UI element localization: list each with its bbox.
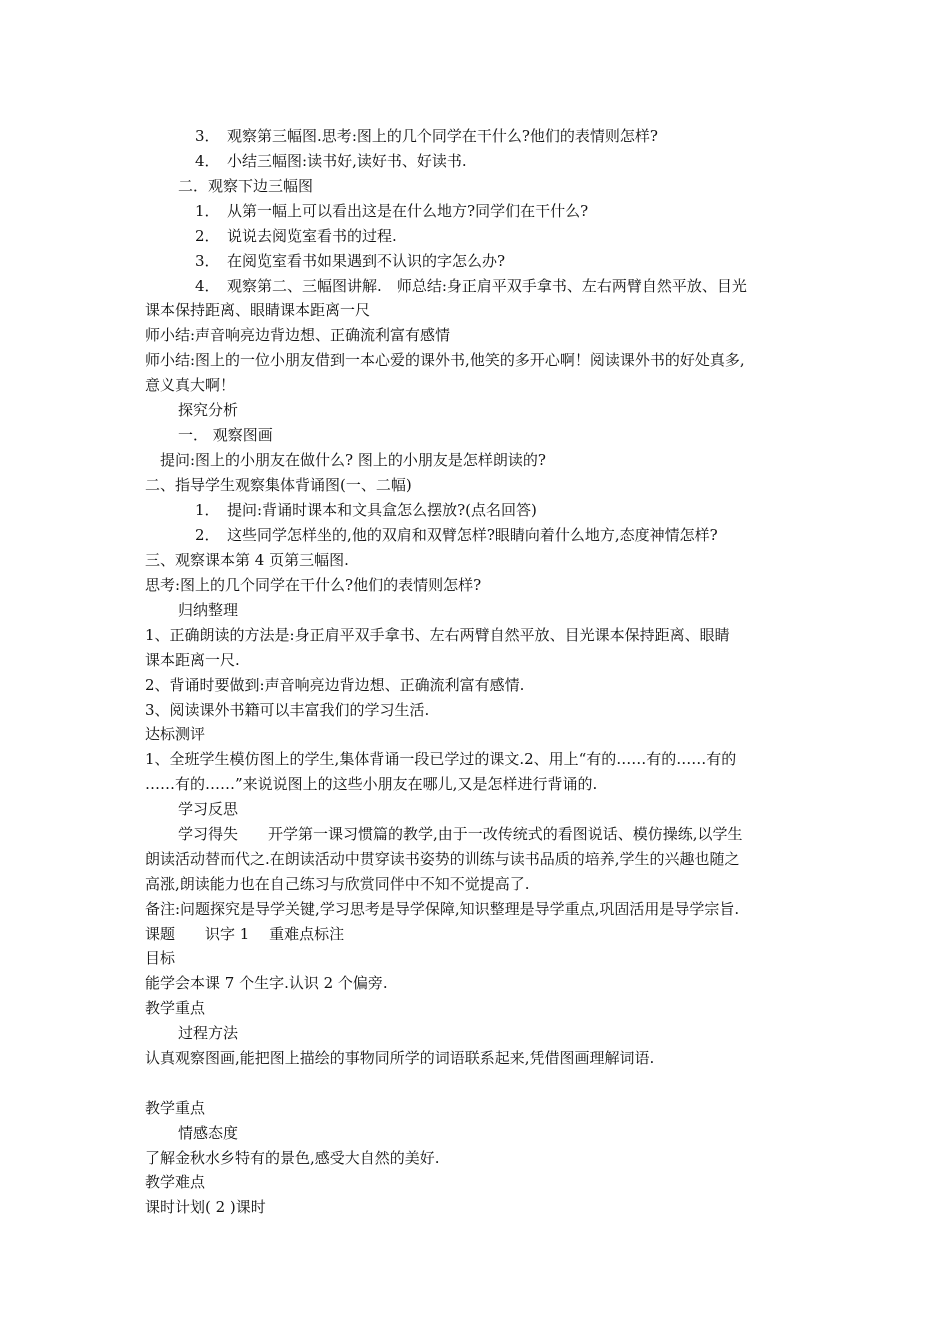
section-heading: 目标	[145, 949, 176, 967]
text-line: 课本保持距离、眼睛课本距离一尺	[145, 301, 371, 319]
text-line: 学习得失 开学第一课习惯篇的教学,由于一改传统式的看图说话、模仿操练,以学生	[178, 825, 743, 843]
text-line: 高涨,朗读能力也在自己练习与欣赏同伴中不知不觉提高了.	[145, 875, 530, 893]
section-heading: 情感态度	[178, 1124, 239, 1142]
text-line: 意义真大啊！	[145, 376, 236, 394]
text-line: 2、背诵时要做到:声音响亮边背边想、正确流利富有感情.	[145, 676, 525, 694]
text-line: 课时计划( 2 )课时	[145, 1198, 266, 1216]
text-line: 1、全班学生模仿图上的学生,集体背诵一段已学过的课文.2、用上“有的……有的……有的	[145, 750, 737, 768]
section-heading: 二、指导学生观察集体背诵图(一、二幅)	[145, 476, 412, 494]
text-line: 师小结:声音响亮边背边想、正确流利富有感情	[145, 326, 451, 344]
text-line: 1、正确朗读的方法是:身正肩平双手拿书、左右两臂自然平放、目光课本保持距离、眼睛	[145, 626, 730, 644]
text-line: ……有的……”来说说图上的这些小朋友在哪儿,又是怎样进行背诵的.	[145, 775, 598, 793]
lesson-title-line: 课题 识字 1 重难点标注	[145, 925, 345, 943]
text-line: 师小结:图上的一位小朋友借到一本心爱的课外书,他笑的多开心啊！阅读课外书的好处真多,	[145, 351, 745, 369]
section-heading: 教学重点	[145, 1099, 206, 1117]
section-heading: 教学重点	[145, 999, 206, 1017]
section-heading: 三、观察课本第 4 页第三幅图.	[145, 551, 349, 569]
text-line: 思考:图上的几个同学在干什么?他们的表情则怎样?	[145, 576, 482, 594]
text-line: 提问:图上的小朋友在做什么? 图上的小朋友是怎样朗读的?	[160, 451, 546, 469]
section-heading: 学习反思	[178, 800, 239, 818]
text-line: 3． 在阅览室看书如果遇到不认识的字怎么办?	[195, 252, 506, 270]
text-line: 认真观察图画,能把图上描绘的事物同所学的词语联系起来,凭借图画理解词语.	[145, 1049, 655, 1067]
text-line: 2． 说说去阅览室看书的过程.	[195, 227, 397, 245]
text-line: 备注:问题探究是导学关键,学习思考是导学保障,知识整理是导学重点,巩固活用是导学宗旨.	[145, 900, 740, 918]
section-heading: 二．观察下边三幅图	[178, 177, 314, 195]
text-line: 4． 观察第二、三幅图讲解. 师总结:身正肩平双手拿书、左右两臂自然平放、目光	[195, 277, 747, 295]
text-line: 课本距离一尺.	[145, 651, 240, 669]
section-heading: 过程方法	[178, 1024, 239, 1042]
section-heading: 教学难点	[145, 1173, 206, 1191]
text-line: 朗读活动替而代之.在朗读活动中贯穿读书姿势的训练与读书品质的培养,学生的兴趣也随之	[145, 850, 740, 868]
section-heading: 达标测评	[145, 725, 206, 743]
section-heading: 归纳整理	[178, 601, 239, 619]
text-line: 1． 从第一幅上可以看出这是在什么地方?同学们在干什么?	[195, 202, 589, 220]
text-line: 4． 小结三幅图:读书好,读好书、好读书.	[195, 152, 467, 170]
text-line: 1． 提问:背诵时课本和文具盒怎么摆放?(点名回答)	[195, 501, 537, 519]
text-line: 了解金秋水乡特有的景色,感受大自然的美好.	[145, 1149, 440, 1167]
text-line: 3． 观察第三幅图.思考:图上的几个同学在干什么?他们的表情则怎样?	[195, 127, 658, 145]
text-line: 能学会本课 7 个生字.认识 2 个偏旁.	[145, 974, 388, 992]
text-line: 2． 这些同学怎样坐的,他的双肩和双臂怎样?眼睛向着什么地方,态度神情怎样?	[195, 526, 718, 544]
text-line: 3、阅读课外书籍可以丰富我们的学习生活.	[145, 701, 430, 719]
section-heading: 探究分析	[178, 401, 239, 419]
section-heading: 一． 观察图画	[178, 426, 273, 444]
